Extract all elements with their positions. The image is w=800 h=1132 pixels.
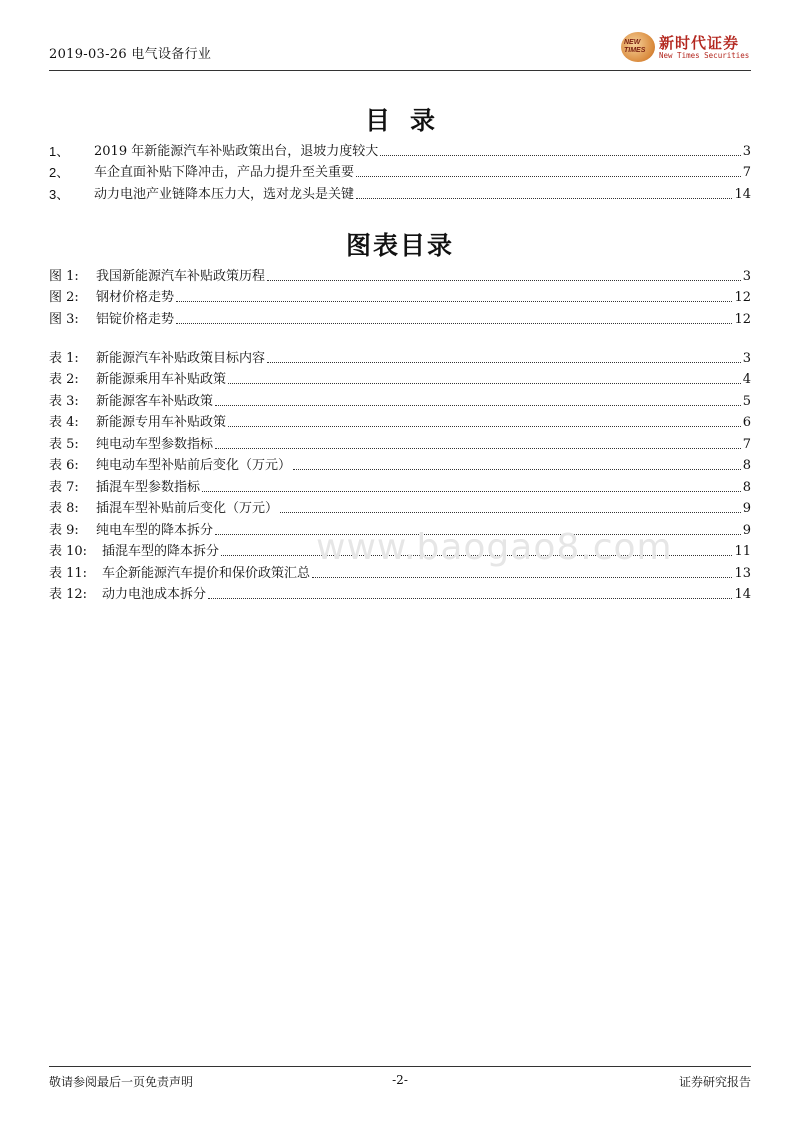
table-entry-number: 表 7:	[49, 479, 79, 495]
table-entry-number: 表 8:	[49, 501, 79, 516]
dot-leader	[176, 323, 732, 324]
table-entry-page: 14	[734, 587, 751, 602]
dot-leader	[221, 555, 732, 556]
toc-title: 目录	[364, 106, 455, 135]
toc-entry[interactable]	[49, 138, 751, 160]
table-entry[interactable]	[49, 496, 751, 518]
table-entry-text: 纯电动车型参数指标	[96, 436, 214, 452]
figure-entry-text: 我国新能源汽车补贴政策历程	[96, 268, 266, 284]
table-entry-page: 3	[742, 350, 751, 366]
dot-leader	[228, 383, 741, 384]
table-entry-page: 4	[742, 372, 751, 387]
table-entry[interactable]	[49, 474, 751, 496]
dot-leader	[202, 491, 741, 492]
figure-entry-page: 12	[734, 290, 751, 305]
table-entry-page: 7	[742, 436, 751, 452]
toc-entry-text: 动力电池产业链降本压力大，选对龙头是关键	[94, 186, 355, 202]
dot-leader	[215, 405, 741, 406]
figure-entry-page: 3	[742, 268, 751, 284]
dot-leader	[215, 534, 741, 535]
table-entry[interactable]	[49, 367, 751, 389]
toc-entry[interactable]	[49, 181, 751, 203]
table-entry[interactable]	[49, 517, 751, 539]
table-entry-text: 新能源乘用车补贴政策	[96, 372, 227, 387]
figure-entry-text: 铝锭价格走势	[96, 311, 175, 327]
table-entry[interactable]	[49, 453, 751, 475]
figure-entry[interactable]	[49, 306, 751, 328]
table-entry-text: 新能源汽车补贴政策目标内容	[96, 350, 266, 366]
table-entry[interactable]	[49, 560, 751, 582]
table-entry-number: 表 9:	[49, 522, 79, 538]
figure-entry-text: 钢材价格走势	[96, 290, 175, 305]
table-entry-number: 表 6:	[49, 458, 79, 473]
table-entry-page: 6	[742, 415, 751, 430]
table-entry-text: 插混车型参数指标	[96, 479, 201, 495]
table-entry-page: 5	[742, 393, 751, 409]
figure-entry[interactable]	[49, 285, 751, 307]
table-entry-number: 表 3:	[49, 393, 79, 409]
figure-entry[interactable]	[49, 263, 751, 285]
dot-leader	[208, 598, 732, 599]
table-entry-number: 表 1:	[49, 350, 79, 366]
table-entry[interactable]	[49, 410, 751, 432]
figure-entry-page: 12	[734, 311, 751, 327]
toc-entry-text: 2019 年新能源汽车补贴政策出台，退坡力度较大	[94, 143, 379, 159]
toc-list	[49, 138, 751, 203]
table-entry-text: 插混车型的降本拆分	[102, 544, 220, 559]
table-entry-page: 9	[742, 522, 751, 538]
table-entry-number: 表 5:	[49, 436, 79, 452]
dot-leader	[215, 448, 741, 449]
watermark-text: www.baogao8.com	[316, 527, 673, 568]
table-entry-text: 新能源专用车补贴政策	[96, 415, 227, 430]
table-entry-text: 纯电车型的降本拆分	[96, 522, 214, 538]
logo-name-cn: 新时代证券	[659, 34, 740, 52]
table-entry-number: 表 10:	[49, 544, 88, 559]
dot-leader	[312, 577, 732, 578]
logo-mark-line1: NEW	[624, 39, 641, 46]
toc-entry-text: 车企直面补贴下降冲击，产品力提升至关重要	[94, 165, 355, 180]
table-entry-text: 插混车型补贴前后变化（万元）	[96, 501, 279, 516]
dot-leader	[228, 426, 741, 427]
toc-entry-page: 7	[742, 165, 751, 180]
table-entry-page: 8	[742, 458, 751, 473]
table-entry-page: 13	[734, 565, 751, 581]
logo-name-en: New Times Securities	[659, 51, 750, 60]
toc-entry-page: 14	[734, 186, 751, 202]
dot-leader	[267, 362, 741, 363]
dot-leader	[356, 198, 732, 199]
toc-entry-number: 1、	[49, 143, 70, 159]
table-entry[interactable]	[49, 431, 751, 453]
figure-entry-number: 图 3:	[49, 311, 79, 327]
figure-toc-title: 图表目录	[345, 231, 454, 260]
table-entry-text: 动力电池成本拆分	[102, 587, 207, 602]
header-date-industry: 2019-03-26 电气设备行业	[49, 47, 212, 62]
figure-entry-number: 图 1:	[49, 268, 79, 284]
toc-entry[interactable]	[49, 160, 751, 182]
table-entry-page: 9	[742, 501, 751, 516]
logo-mark-line2: TIMES	[624, 47, 646, 54]
table-entry-text: 新能源客车补贴政策	[96, 393, 214, 409]
table-entry-text: 车企新能源汽车提价和保价政策汇总	[102, 565, 311, 581]
page-footer	[49, 1066, 751, 1089]
toc-entry-page: 3	[742, 143, 751, 159]
company-logo	[621, 30, 751, 64]
table-entry-number: 表 4:	[49, 415, 79, 430]
footer-report-type: 证券研究报告	[678, 1075, 751, 1089]
table-entry-text: 纯电动车型补贴前后变化（万元）	[96, 458, 292, 473]
dot-leader	[380, 155, 741, 156]
table-list	[49, 345, 751, 603]
dot-leader	[356, 176, 741, 177]
figure-list	[49, 263, 751, 328]
table-entry-number: 表 11:	[49, 565, 88, 581]
table-entry-page: 8	[742, 479, 751, 495]
dot-leader	[293, 469, 741, 470]
toc-entry-number: 2、	[49, 165, 70, 180]
logo-mark-icon	[621, 32, 655, 62]
dot-leader	[280, 512, 741, 513]
table-entry-number: 表 2:	[49, 372, 79, 387]
dot-leader	[176, 301, 732, 302]
table-entry-page: 11	[734, 544, 751, 559]
footer-disclaimer-note: 敬请参阅最后一页免责声明	[49, 1075, 194, 1089]
page-header	[49, 30, 751, 71]
table-entry[interactable]	[49, 539, 751, 561]
figure-entry-number: 图 2:	[49, 290, 79, 305]
table-entry[interactable]	[49, 345, 751, 367]
table-entry-number: 表 12:	[49, 587, 88, 602]
table-entry[interactable]	[49, 388, 751, 410]
toc-entry-number: 3、	[49, 186, 70, 202]
dot-leader	[267, 280, 741, 281]
table-entry[interactable]	[49, 582, 751, 604]
page-number: -2-	[392, 1073, 408, 1087]
